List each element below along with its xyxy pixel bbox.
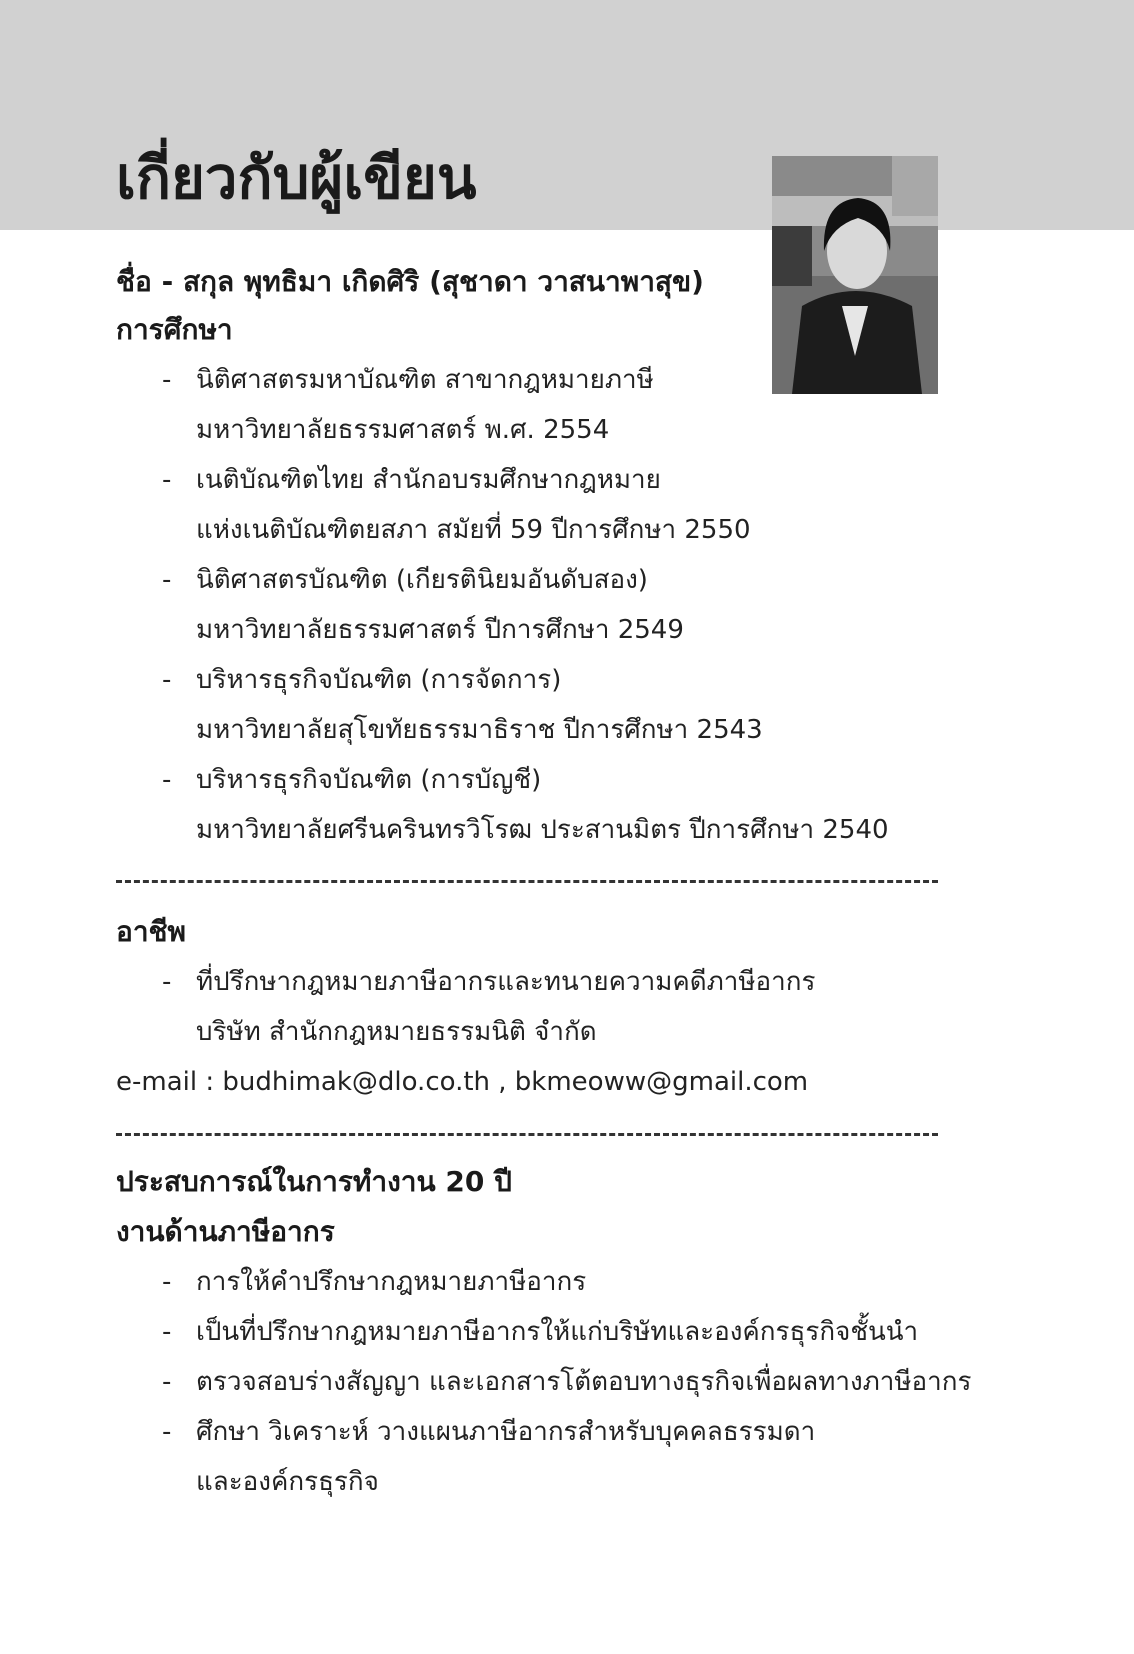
list-item: - ศึกษา วิเคราะห์ วางแผนภาษีอากรสำหรับบุคคลธรรมดา [162,1412,815,1452]
list-item: - ตรวจสอบร่างสัญญา และเอกสารโต้ตอบทางธุรกิจเพื่อผลทางภาษีอากร [162,1362,971,1402]
list-item: - นิติศาสตรบัณฑิต (เกียรตินิยมอันดับสอง) [162,560,648,600]
bullet-dash: - [162,665,172,695]
bullet-dash: - [162,465,172,495]
page-title: เกี่ยวกับผู้เขียน [116,144,477,212]
list-item-cont: แห่งเนติบัณฑิตยสภา สมัยที่ 59 ปีการศึกษา 2550 [196,515,751,545]
list-item-cont: มหาวิทยาลัยธรรมศาสตร์ ปีการศึกษา 2549 [196,615,684,645]
experience-subheading: งานด้านภาษีอากร [116,1215,335,1248]
bullet-dash: - [162,365,172,395]
divider [116,1133,938,1136]
list-item: - เป็นที่ปรึกษากฎหมายภาษีอากรให้แก่บริษัทและองค์กรธุรกิจชั้นนำ [162,1312,918,1352]
bullet-dash: - [162,1367,172,1397]
bullet-dash: - [162,1417,172,1447]
list-item-cont: บริษัท สำนักกฎหมายธรรมนิติ จำกัด [196,1017,597,1047]
list-item: - บริหารธุรกิจบัณฑิต (การบัญชี) [162,760,541,800]
divider [116,880,938,883]
list-item: - บริหารธุรกิจบัณฑิต (การจัดการ) [162,660,561,700]
bullet-dash: - [162,565,172,595]
list-item: - ที่ปรึกษากฎหมายภาษีอากรและทนายความคดีภาษีอากร [162,962,815,1002]
bullet-dash: - [162,765,172,795]
education-heading: การศึกษา [116,313,233,346]
list-item-cont: และองค์กรธุรกิจ [196,1467,379,1497]
list-item: - การให้คำปรึกษากฎหมายภาษีอากร [162,1262,586,1302]
email-line: e-mail : budhimak@dlo.co.th , bkmeoww@gmail.com [116,1067,809,1097]
list-item: - เนติบัณฑิตไทย สำนักอบรมศึกษากฎหมาย [162,460,661,500]
bullet-dash: - [162,1267,172,1297]
experience-heading: ประสบการณ์ในการทำงาน 20 ปี [116,1165,512,1198]
bullet-dash: - [162,1317,172,1347]
list-item-cont: มหาวิทยาลัยสุโขทัยธรรมาธิราช ปีการศึกษา 2543 [196,715,763,745]
list-item-cont: มหาวิทยาลัยศรีนครินทรวิโรฒ ประสานมิตร ปีการศึกษา 2540 [196,815,889,845]
list-item: - นิติศาสตรมหาบัณฑิต สาขากฎหมายภาษี [162,360,654,400]
author-name: ชื่อ - สกุล พุทธิมา เกิดศิริ (สุชาดา วาสนาพาสุข) [116,265,704,298]
author-photo [772,156,938,394]
list-item-cont: มหาวิทยาลัยธรรมศาสตร์ พ.ศ. 2554 [196,415,610,445]
bullet-dash: - [162,967,172,997]
career-heading: อาชีพ [116,915,186,948]
